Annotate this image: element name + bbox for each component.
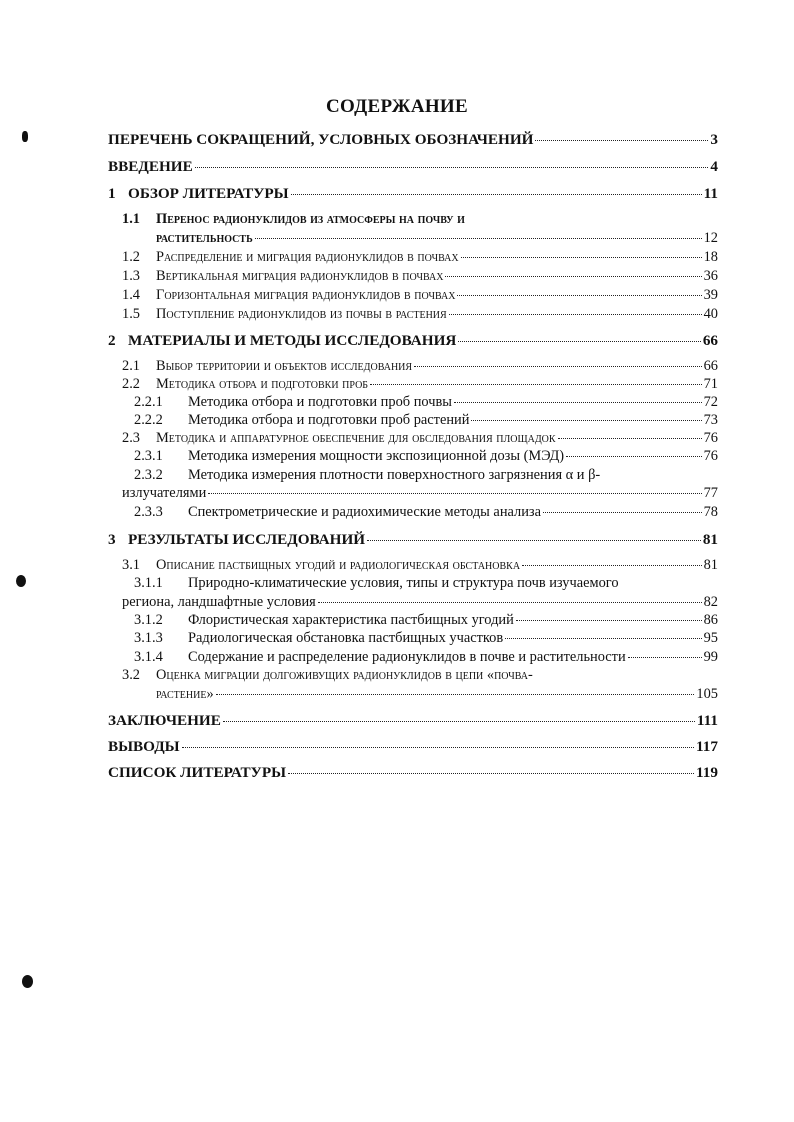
toc-entry-page: 40 — [703, 306, 718, 322]
page-title: СОДЕРЖАНИЕ — [326, 96, 468, 117]
toc-entry-number: 2.2.2 — [134, 412, 163, 428]
toc-leader — [223, 721, 695, 722]
toc-entry-number: 3.1.3 — [134, 630, 163, 646]
toc-entry-number: 1.1 — [122, 211, 140, 227]
toc-leader — [543, 512, 702, 513]
toc-entry-number: 2.2 — [122, 376, 140, 392]
toc-entry-page: 86 — [703, 612, 718, 628]
toc-entry-introduction[interactable] — [108, 158, 718, 175]
toc-entry-title: Радиологическая обстановка пастбищных участков — [188, 630, 504, 646]
toc-entry-number: 2 — [108, 332, 116, 349]
scan-mark — [22, 131, 28, 142]
toc-entry-number: 2.3.3 — [134, 504, 163, 520]
toc-entry-2-3[interactable] — [122, 430, 718, 447]
toc-entry-title: Поступление радионуклидов из почвы в растения — [156, 306, 447, 322]
toc-entry-1-1-line1[interactable] — [122, 211, 465, 228]
toc-entry-number: 2.3.1 — [134, 448, 163, 464]
toc-entry-title: Выбор территории и объектов исследования — [156, 358, 413, 374]
toc-entry-title: Распределение и миграция радионуклидов в почвах — [156, 249, 459, 265]
toc-entry-number: 2.3 — [122, 430, 140, 446]
toc-entry-3-1-1-line2[interactable] — [122, 594, 718, 611]
toc-leader — [318, 602, 702, 603]
toc-leader — [458, 341, 700, 342]
toc-entry-page: 76 — [703, 430, 718, 446]
toc-entry-number: 2.3.2 — [134, 467, 163, 483]
toc-entry-title-continued: растение» — [156, 686, 214, 702]
toc-entry-title: Содержание и распределение радионуклидов в почве и растительности — [188, 649, 626, 665]
toc-entry-number: 2.2.1 — [134, 394, 163, 410]
toc-entry-page: 77 — [703, 485, 718, 501]
toc-entry-title: Методика и аппаратурное обеспечение для обследования площадок — [156, 430, 556, 446]
toc-leader — [370, 384, 702, 385]
toc-entry-page: 119 — [696, 764, 718, 781]
toc-entry-number: 3.1.1 — [134, 575, 163, 591]
toc-entry-title: МАТЕРИАЛЫ И МЕТОДЫ ИССЛЕДОВАНИЯ — [128, 332, 457, 349]
toc-entry-title: Оценка миграции долгоживущих радионуклидов в цепи «почва- — [156, 667, 533, 683]
scan-mark — [16, 575, 26, 587]
toc-leader — [505, 638, 701, 639]
toc-entry-2-1[interactable] — [122, 358, 718, 375]
toc-entry-chapter-2[interactable] — [108, 332, 718, 349]
toc-entry-title: Горизонтальная миграция радионуклидов в почвах — [156, 287, 456, 303]
toc-entry-2-3-3[interactable] — [134, 504, 718, 521]
toc-entry-1-5[interactable] — [122, 306, 718, 323]
toc-entry-title: Методика отбора и подготовки проб почвы — [188, 394, 452, 410]
toc-entry-title: РЕЗУЛЬТАТЫ ИССЛЕДОВАНИЙ — [128, 531, 366, 548]
toc-entry-page: 99 — [703, 649, 718, 665]
toc-leader — [457, 295, 701, 296]
toc-entry-1-3[interactable] — [122, 268, 718, 285]
toc-leader — [208, 493, 701, 494]
toc-entry-3-1-1-line1[interactable] — [134, 575, 619, 592]
toc-leader — [449, 314, 702, 315]
toc-entry-title-continued: излучателями — [122, 485, 207, 501]
toc-entry-page: 66 — [703, 358, 718, 374]
toc-entry-page: 73 — [703, 412, 718, 428]
toc-entry-page: 36 — [703, 268, 718, 284]
toc-entry-page: 4 — [710, 158, 718, 175]
toc-entry-title: ПЕРЕЧЕНЬ СОКРАЩЕНИЙ, УСЛОВНЫХ ОБОЗНАЧЕНИЙ — [108, 131, 534, 148]
toc-leader — [255, 238, 702, 239]
toc-entry-title: Вертикальная миграция радионуклидов в почвах — [156, 268, 444, 284]
toc-entry-title: Природно-климатические условия, типы и структура почв изучаемого — [188, 575, 619, 591]
toc-entry-title: Методика отбора и подготовки проб растений — [188, 412, 470, 428]
toc-entry-2-2-2[interactable] — [134, 412, 718, 429]
toc-entry-conclusion[interactable] — [108, 712, 718, 729]
toc-entry-title: Спектрометрические и радиохимические методы анализа — [188, 504, 541, 520]
toc-entry-page: 71 — [703, 376, 718, 392]
toc-leader — [445, 276, 701, 277]
toc-entry-title: Методика измерения мощности экспозиционной дозы (МЭД) — [188, 448, 565, 464]
toc-entry-2-3-2-line2[interactable] — [122, 485, 718, 502]
toc-leader — [628, 657, 702, 658]
toc-entry-number: 3.2 — [122, 667, 140, 683]
toc-entry-number: 1 — [108, 185, 116, 202]
toc-entry-page: 39 — [703, 287, 718, 303]
toc-leader — [414, 366, 702, 367]
toc-leader — [182, 747, 694, 748]
toc-entry-3-2-line2[interactable] — [156, 686, 718, 703]
toc-entry-page: 12 — [703, 230, 718, 246]
toc-leader — [288, 773, 694, 774]
toc-entry-3-1-3[interactable] — [134, 630, 718, 647]
toc-entry-page: 66 — [702, 332, 718, 349]
toc-leader — [522, 565, 702, 566]
toc-entry-page: 105 — [696, 686, 718, 702]
toc-entry-number: 2.1 — [122, 358, 140, 374]
toc-entry-3-1-4[interactable] — [134, 649, 718, 666]
toc-leader — [195, 167, 709, 168]
toc-entry-3-1[interactable] — [122, 557, 718, 574]
toc-entry-title: СПИСОК ЛИТЕРАТУРЫ — [108, 764, 287, 781]
toc-leader — [454, 402, 702, 403]
toc-entry-number: 1.3 — [122, 268, 140, 284]
toc-entry-1-1-line2[interactable] — [156, 230, 718, 247]
toc-entry-title: ОБЗОР ЛИТЕРАТУРЫ — [128, 185, 289, 202]
toc-leader — [516, 620, 702, 621]
toc-entry-number: 1.5 — [122, 306, 140, 322]
toc-entry-title: ВЫВОДЫ — [108, 738, 180, 755]
toc-entry-page: 76 — [703, 448, 718, 464]
toc-entry-title: Методика измерения плотности поверхностного загрязнения α и β- — [188, 467, 601, 483]
toc-leader — [558, 438, 702, 439]
toc-leader — [216, 694, 695, 695]
toc-entry-findings[interactable] — [108, 738, 718, 755]
toc-leader — [566, 456, 702, 457]
toc-entry-abbreviations[interactable] — [108, 131, 718, 148]
toc-leader — [367, 540, 701, 541]
toc-entry-number: 3.1 — [122, 557, 140, 573]
toc-entry-page: 72 — [703, 394, 718, 410]
toc-entry-2-2-1[interactable] — [134, 394, 718, 411]
toc-entry-chapter-1[interactable] — [108, 185, 718, 202]
toc-entry-title: Методика отбора и подготовки проб — [156, 376, 369, 392]
toc-entry-1-2[interactable] — [122, 249, 718, 266]
toc-entry-number: 1.4 — [122, 287, 140, 303]
toc-entry-page: 81 — [703, 557, 718, 573]
toc-leader — [471, 420, 701, 421]
toc-leader — [535, 140, 708, 141]
toc-leader — [291, 194, 702, 195]
toc-entry-3-1-2[interactable] — [134, 612, 718, 629]
toc-entry-page: 95 — [703, 630, 718, 646]
toc-entry-1-4[interactable] — [122, 287, 718, 304]
toc-entry-page: 111 — [696, 712, 718, 729]
toc-entry-chapter-3[interactable] — [108, 531, 718, 548]
toc-entry-number: 3 — [108, 531, 116, 548]
toc-entry-title: Перенос радионуклидов из атмосферы на почву и — [156, 211, 465, 227]
toc-entry-title: Описание пастбищных угодий и радиологическая обстановка — [156, 557, 521, 573]
toc-entry-title: ВВЕДЕНИЕ — [108, 158, 193, 175]
toc-entry-number: 1.2 — [122, 249, 140, 265]
toc-entry-2-3-1[interactable] — [134, 448, 718, 465]
scan-mark — [22, 975, 33, 988]
toc-entry-page: 78 — [703, 504, 718, 520]
toc-entry-page: 11 — [703, 185, 718, 202]
toc-entry-page: 81 — [702, 531, 718, 548]
toc-entry-2-3-2-line1[interactable] — [134, 467, 600, 484]
toc-entry-page: 117 — [696, 738, 718, 755]
toc-entry-number: 3.1.2 — [134, 612, 163, 628]
toc-entry-title: ЗАКЛЮЧЕНИЕ — [108, 712, 221, 729]
toc-entry-title: Флористическая характеристика пастбищных угодий — [188, 612, 514, 628]
toc-leader — [461, 257, 702, 258]
toc-entry-3-2-line1[interactable] — [122, 667, 533, 684]
toc-entry-title-continued: региона, ландшафтные условия — [122, 594, 316, 610]
toc-entry-page: 3 — [710, 131, 718, 148]
toc-entry-page: 18 — [703, 249, 718, 265]
toc-entry-number: 3.1.4 — [134, 649, 163, 665]
toc-entry-title-continued: растительность — [156, 230, 253, 246]
toc-entry-2-2[interactable] — [122, 376, 718, 393]
toc-entry-references[interactable] — [108, 764, 718, 781]
toc-entry-page: 82 — [703, 594, 718, 610]
